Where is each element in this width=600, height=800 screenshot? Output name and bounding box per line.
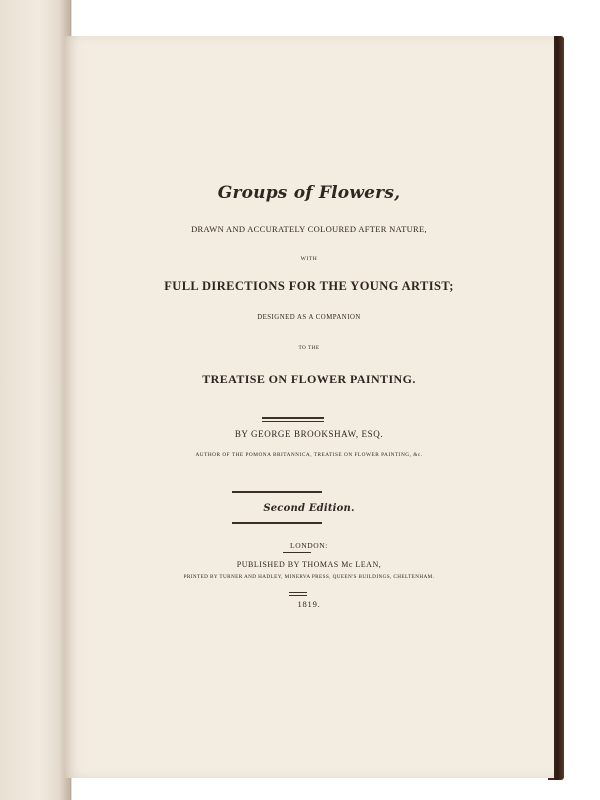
year-rule	[289, 595, 307, 596]
to-the-line: TO THE	[298, 345, 320, 351]
edition-label: Second Edition.	[263, 503, 355, 514]
with-line: WITH	[300, 256, 318, 262]
treatise-heading: TREATISE ON FLOWER PAINTING.	[202, 372, 416, 386]
title-page	[64, 36, 554, 778]
directions-heading: FULL DIRECTIONS FOR THE YOUNG ARTIST;	[164, 279, 454, 293]
book-title: Groups of Flowers,	[217, 183, 401, 203]
london-underline	[283, 552, 311, 553]
edition-rule-bottom	[232, 522, 322, 524]
place-of-publication: LONDON:	[290, 541, 328, 550]
divider-rule	[262, 421, 324, 422]
subtitle-line: DRAWN AND ACCURATELY COLOURED AFTER NATURE,	[191, 224, 427, 234]
printer-line: PRINTED BY TURNER AND HADLEY, MINERVA PRESS, QUEEN'S BUILDINGS, CHELTENHAM.	[183, 574, 435, 580]
publication-year: 1819.	[297, 599, 321, 609]
edition-rule-top	[232, 491, 322, 493]
author-credentials: AUTHOR OF THE POMONA BRITANNICA, TREATISE ON FLOWER PAINTING, &c.	[195, 452, 423, 458]
designed-line: DESIGNED AS A COMPANION	[257, 314, 361, 321]
publisher-line: PUBLISHED BY THOMAS Mc LEAN,	[236, 560, 382, 569]
year-rule	[289, 592, 307, 593]
divider-rule	[262, 417, 324, 419]
author-byline: BY GEORGE BROOKSHAW, ESQ.	[234, 429, 384, 439]
